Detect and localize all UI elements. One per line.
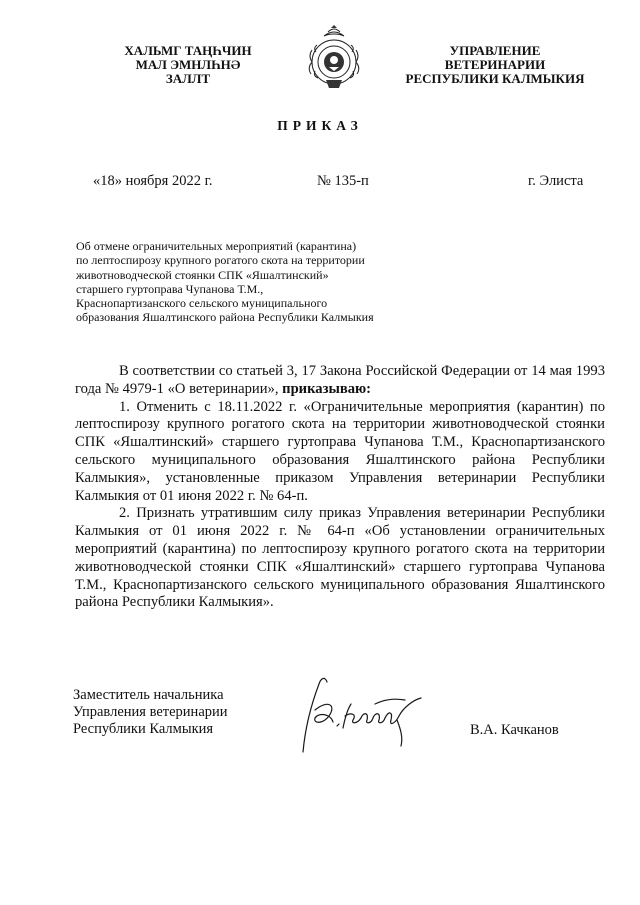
body-item-2: 2. Признать утратившим силу приказ Управления ветеринарии Республики Калмыкия от 01 июня 2022 г. № 64-п «Об установлении ограничительных мероприятий (карантина) по лептоспирозу крупного рогатого скота на территории животноводческой стоянки СПК «Яшалтинский» старшего гуртоправа Чупанова Т.М., Краснопартизанского сельского муниципального образования Яшалтинского района Республики Калмыкия». bbox=[75, 505, 605, 611]
header-left-line: МАЛ ЭМНЛҺНӘ bbox=[135, 57, 241, 72]
signatory-position bbox=[73, 687, 228, 738]
position-line: Республики Калмыкия bbox=[73, 721, 214, 737]
body-intro bbox=[75, 363, 605, 399]
intro-text: В соответствии со статьей 3, 17 Закона Российской Федерации от 14 мая 1993 года № 4979-1 «О ветеринарии», bbox=[75, 363, 605, 397]
header-right-line: РЕСПУБЛИКИ КАЛМЫКИЯ bbox=[405, 71, 585, 86]
order-date: «18» ноября 2022 г. bbox=[93, 173, 213, 189]
position-line: Управления ветеринарии bbox=[73, 704, 228, 720]
subject-line: Об отмене ограничительных мероприятий (карантина) bbox=[76, 239, 357, 253]
kalmykia-coat-of-arms-icon bbox=[302, 24, 366, 94]
header-left-org bbox=[108, 44, 268, 86]
subject-line: Краснопартизанского сельского муниципального bbox=[76, 296, 328, 311]
subject-line: старшего гуртоправа Чупанова Т.М., bbox=[76, 281, 264, 296]
header-left-line: ЗАЛЛТ bbox=[165, 71, 211, 86]
handwritten-signature bbox=[285, 670, 435, 760]
body-item-1: 1. Отменить с 18.11.2022 г. «Ограничительные мероприятия (карантин) по лептоспирозу крупного рогатого скота на территории животноводческой стоянки СПК «Яшалтинский» старшего гуртоправа Чупанова Т.М., Краснопартизанского сельского муниципального образования Яшалтинского района Республики Калмыкия», установленные приказом Управления ветеринарии Республики Калмыкия от 01 июня 2022 г. № 64-п. bbox=[75, 398, 605, 504]
header-left-line: ХАЛЬМГ ТАҢҺЧИН bbox=[124, 43, 252, 58]
header-right-line: УПРАВЛЕНИЕ bbox=[449, 43, 541, 58]
header-right-line: ВЕТЕРИНАРИИ bbox=[444, 57, 546, 72]
position-line: Заместитель начальника bbox=[73, 687, 224, 703]
subject-line: образования Яшалтинского района Республики Калмыкия bbox=[76, 310, 374, 325]
document-type: ПРИКАЗ bbox=[277, 118, 363, 133]
order-body bbox=[75, 363, 605, 612]
subject-line: по лептоспирозу крупного рогатого скота на территории bbox=[76, 253, 365, 268]
intro-command: приказываю: bbox=[282, 380, 372, 397]
order-city: г. Элиста bbox=[528, 173, 584, 189]
signatory-name: В.А. Качканов bbox=[470, 722, 559, 738]
header-right-org bbox=[395, 44, 595, 86]
order-subject bbox=[76, 239, 436, 325]
order-number: № 135-п bbox=[317, 173, 369, 189]
subject-line: животноводческой стоянки СПК «Яшалтинский» bbox=[76, 267, 329, 282]
